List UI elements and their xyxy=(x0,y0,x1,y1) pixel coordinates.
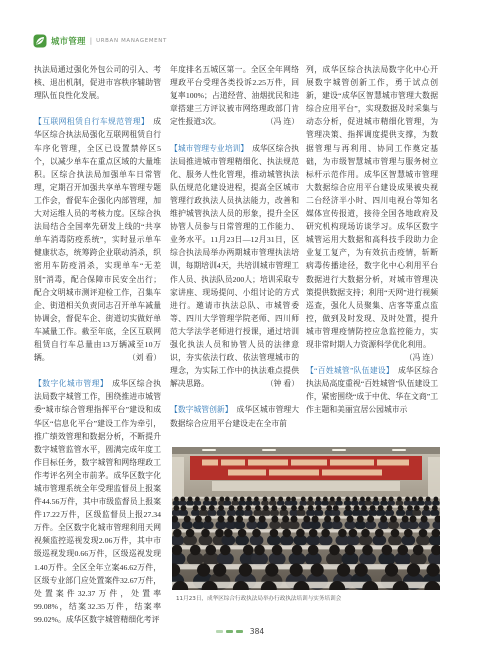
paragraph xyxy=(34,63,161,102)
section-heading: 【城市管理专业培训】 xyxy=(170,143,249,153)
paragraph-body: 成华区综合执法局强化互联网租赁自行车序化管理，全区已设置禁停区5个，以减少单车在重点区域的大量堆积。区综合执法局加强单车日常管理，定期召开加强共享单车管理专题工作会，督促车企强化内部管理，加大对运维人员的考核力度。区综合执法局结合全国率先研发上线的“共享单车消毒防疫系统”，实时显示单车健康状态，统筹跨企业联动消杀，织密用车防疫消杀，实现单车“无差别”消毒，配合保障市民安全出行；配合文明城市测评迎检工作，召集车企、街道相关负责同志召开单车减量协调会，督促车企、街道切实做好单车减量工作。截至年底，全区互联网租赁自行车总量由13万辆减至10万辆。 xyxy=(34,117,161,363)
page-decoration xyxy=(236,630,243,633)
page-decoration xyxy=(216,630,223,633)
section-heading: 【“百姓城管”队伍建设】 xyxy=(306,366,394,376)
paragraph xyxy=(170,63,299,128)
section-heading: 【数字化城市管理】 xyxy=(34,379,109,389)
text-column-2 xyxy=(170,63,299,430)
section-title-en: URBAN MANAGEMENT xyxy=(96,38,168,44)
leaf-logo-icon xyxy=(33,34,47,48)
paragraph-body: 执法局通过强化外包公司的引入、考核、退出机制，促进市容秩序辅助管理队伍良性化发展。 xyxy=(34,65,161,101)
paragraph xyxy=(34,115,161,364)
paragraph xyxy=(34,377,161,626)
paragraph-body: 成华区综合执法局数字城管工作，围绕推进市城管委“城市综合管理指挥平台”建设和成华区“信息化平台”建设工作为牵引，推广绩效管理和数据分析，不断提升数字城管监管水平，圆满完成年度工作目标任务，数字城管和网络理政工作考评名列全市前茅。成华区数字化城市管理系统全年受理监督员上报案件44.56万件，其中市级监督员上报案件17.22万件，区级监督员上报27.34万件。全区数字化城市管理利用天网视频监控巡视发现2.06万件，其中市级巡视发现0.66万件，区级巡视发现1.40万件。全区全年立案46.62万件，区级专业部门应处置案件32.67万件，处置案件32.37万件，处置率99.08%，结案32.35万件，结案率99.02%。成华区数字城管精细化考评 xyxy=(34,379,162,624)
paragraph xyxy=(306,63,438,363)
window-right xyxy=(428,457,440,497)
desk-row xyxy=(172,529,440,532)
paragraph-body: 成华区综合执法局推进城市管理精细化、执法规范化、服务人性化管理，推动城管执法队伍规范化建设进程，提高全区城市管理行政执法人员执法能力，改善和维护城管执法人员的形象，提升全区协管人员参与日常管理的工作能力、业务水平。11月23日—12月31日，区综合执法局举办两期城市管理执法培训，每期培训4天，共培训城市管理工作人员、执法队员200人；培训采取专家讲座、现场提问、小组讨论的方式进行。邀请市执法总队、市城管委等、四川大学管理学院老师、四川师范大学法学老师进行授课，通过培训强化执法人员和协管人员的法律意识，夯实依法行政、依法管理城市的理念，为实际工作中的执法难点提供解决思路。 xyxy=(170,143,300,389)
photo-caption: 11月23日，成华区综合行政执法局举办行政执法培训与实务培训会 xyxy=(176,596,342,602)
stage-table xyxy=(212,481,400,491)
author-byline: （钟 看） xyxy=(265,379,299,389)
header-separator: | xyxy=(89,37,93,45)
author-byline: （冯 连） xyxy=(404,353,438,363)
page-number: 384 xyxy=(249,627,265,636)
paragraph-body: 列，成华区综合执法局数字化中心开展数字城管创新工作，勇于试点创新，建设“成华区智慧城市管理大数据综合应用平台”，实现数据及时采集与动态分析，促进城市精细化管理，为管理决策、指挥调度提供支撑，为数据管理与再利用、协同工作奠定基础，为市级智慧城市管理与服务树立标杆示范作用。成华区智慧城市管理大数据综合应用平台建设成果被央视二台经济半小时、四川电视台等知名媒体宣传报道，接待全国各地政府及研究机构现场访谈学习。成华区数字城管运用大数据和高科技手段助力企业复工复产，为有效抗击疫情，斩断病毒传播途径，数字化中心利用平台数据进行大数据分析，对城市管理决策提供数据支持；利用“天网”进行视频巡查，强化人员聚集、店客等重点监控，做到及时发现、及时处置，提升城市管理疫情防控应急监控能力，实现非常时期人力资源科学优化利用。 xyxy=(306,65,438,349)
text-column-1 xyxy=(34,63,161,626)
page-header xyxy=(33,34,167,48)
author-byline: （刘 看） xyxy=(127,353,161,363)
paragraph-body: 成华区综合执法局高度重视“百姓城管”队伍建设工作，紧密围绕“成于中优、华在文商”工作主题和美丽宜居公园城市示 xyxy=(306,366,438,415)
author-byline: （冯 连） xyxy=(265,117,299,127)
desk-row xyxy=(172,564,440,569)
page-decoration xyxy=(226,630,233,633)
paragraph-body: 成华区城市管理大数据综合应用平台建设走在全市前 xyxy=(170,405,300,428)
training-meeting-photo xyxy=(172,447,440,590)
section-heading: 【互联网租赁自行车规范管理】 xyxy=(34,117,150,127)
red-banner xyxy=(190,456,422,480)
paragraph xyxy=(306,364,438,416)
paragraph xyxy=(170,142,299,391)
paragraph-body: 年度排名五城区第一。全区全年网络理政平台受理各类投诉2.25万件，回复率100%；占道经营、油烟扰民和违章搭建三方评议被市网络理政部门肯定性报道3次。 xyxy=(170,65,299,127)
section-heading: 【数字城管创新】 xyxy=(170,405,233,415)
section-title-cn: 城市管理 xyxy=(51,36,86,46)
paragraph xyxy=(170,403,299,429)
window-left xyxy=(172,457,184,497)
text-column-3 xyxy=(306,63,438,417)
page-footer xyxy=(0,627,480,636)
